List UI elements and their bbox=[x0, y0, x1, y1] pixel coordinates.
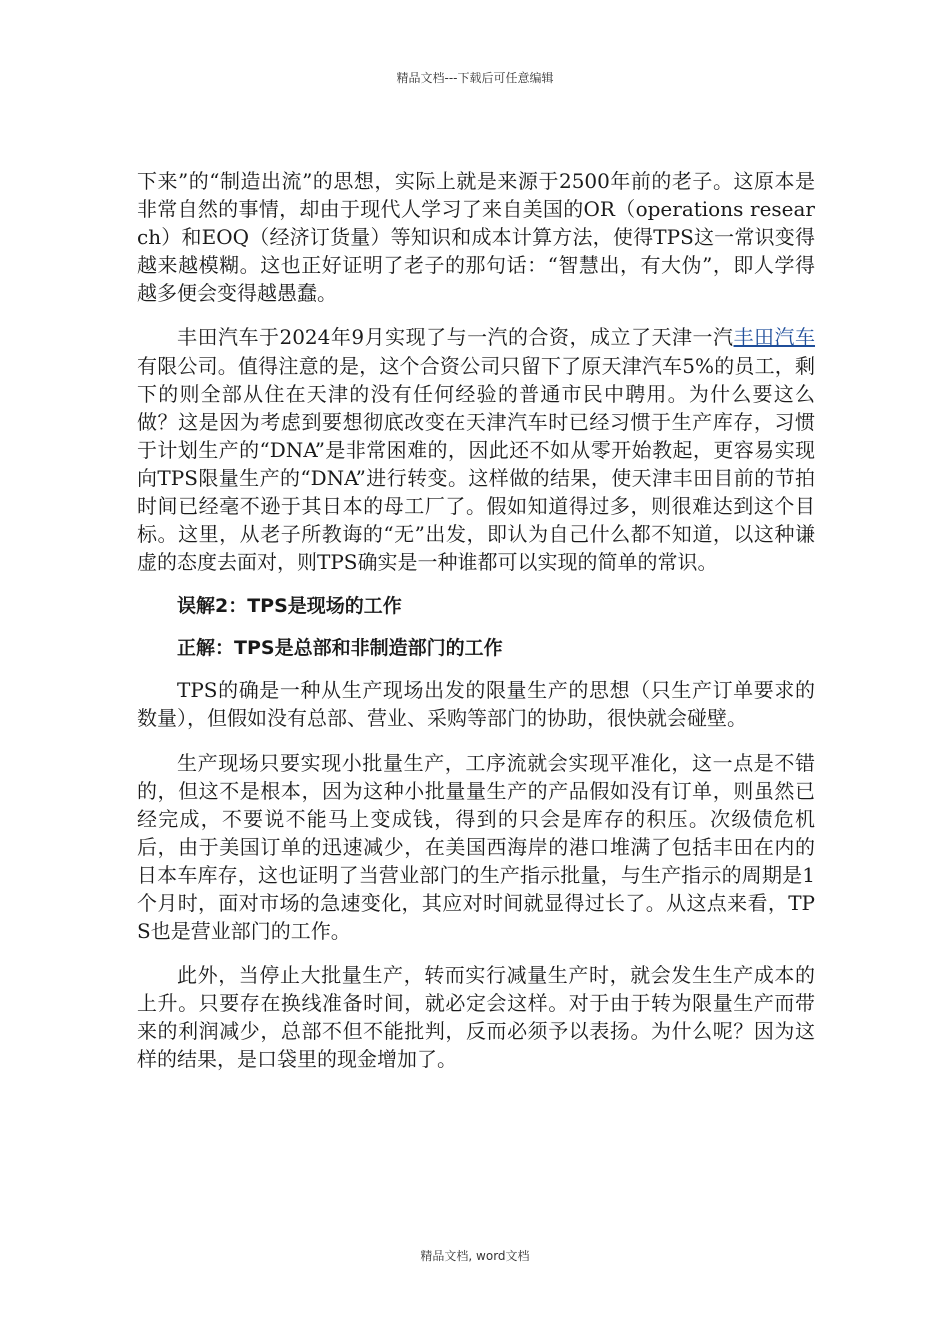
paragraph-small-batch: 生产现场只要实现小批量生产，工序流就会实现平准化，这一点是不错的，但这不是根本，因为这种小批量量生产的产品假如没有订单，则虽然已经完成，不要说不能马上变成钱，得到的只会是库存的积压。次级债危机后，由于美国订单的迅速减少，在美国西海岸的港口堆满了包括丰田在内的日本车库存，这也证明了当营业部门的生产指示批量，与生产指示的周期是1个月时，面对市场的急速变化，其应对时间就显得过长了。从这点来看，TPS也是营业部门的工作。 bbox=[137, 750, 815, 944]
paragraph-tps-departments: TPS的确是一种从生产现场出发的限量生产的思想（只生产订单要求的数量），但假如没有总部、营业、采购等部门的协助，很快就会碰壁。 bbox=[137, 678, 815, 731]
document-body bbox=[137, 167, 815, 1090]
correct-answer-heading: 正解：TPS是总部和非制造部门的工作 bbox=[177, 637, 503, 660]
paragraph-laozi: 下来”的“制造出流”的思想，实际上就是来源于2500年前的老子。这原本是非常自然的事情，却由于现代人学习了来自美国的OR（operations research）和EOQ（经济订货量）等知识和成本计算方法，使得TPS这一常识变得越来越模糊。这也正好证明了老子的那句话：“智慧出，有大伪”，即人学得越多便会变得越愚蠢。 bbox=[137, 169, 815, 306]
toyota-auto-link[interactable]: 丰田汽车 bbox=[733, 325, 816, 350]
paragraph-text-after-link: 有限公司。值得注意的是，这个合资公司只留下了原天津汽车5%的员工，剩下的则全部从住在天津的没有任何经验的普通市民中聘用。为什么要这么做？这是因为考虑到要想彻底改变在天津汽车时已经习惯于生产库存，习惯于计划生产的“DNA”是非常困难的，因此还不如从零开始教起，更容易实现向TPS限量生产的“DNA”进行转变。这样做的结果，使天津丰田目前的节拍时间已经毫不逊于其日本的母工厂了。假如知道得过多，则很难达到这个目标。这里，从老子所教诲的“无”出发，即认为自己什么都不知道，以这种谦虚的态度去面对，则TPS确实是一种谁都可以实现的简单的常识。 bbox=[137, 353, 815, 575]
paragraph-text-before-link: 丰田汽车于2024年9月实现了与一汽的合资，成立了天津一汽 bbox=[177, 325, 734, 350]
misconception-heading: 误解2：TPS是现场的工作 bbox=[177, 595, 402, 618]
page-header: 精品文档---下载后可任意编辑 bbox=[396, 71, 554, 85]
paragraph-tianjin-toyota bbox=[137, 323, 815, 576]
paragraph-cost-increase: 此外，当停止大批量生产，转而实行减量生产时，就会发生生产成本的上升。只要存在换线准备时间，就必定会这样。对于由于转为限量生产而带来的利润减少，总部不但不能批判，反而必须予以表扬。为什么呢？因为这样的结果，是口袋里的现金增加了。 bbox=[137, 963, 815, 1072]
page-footer: 精品文档, word文档 bbox=[420, 1249, 530, 1263]
